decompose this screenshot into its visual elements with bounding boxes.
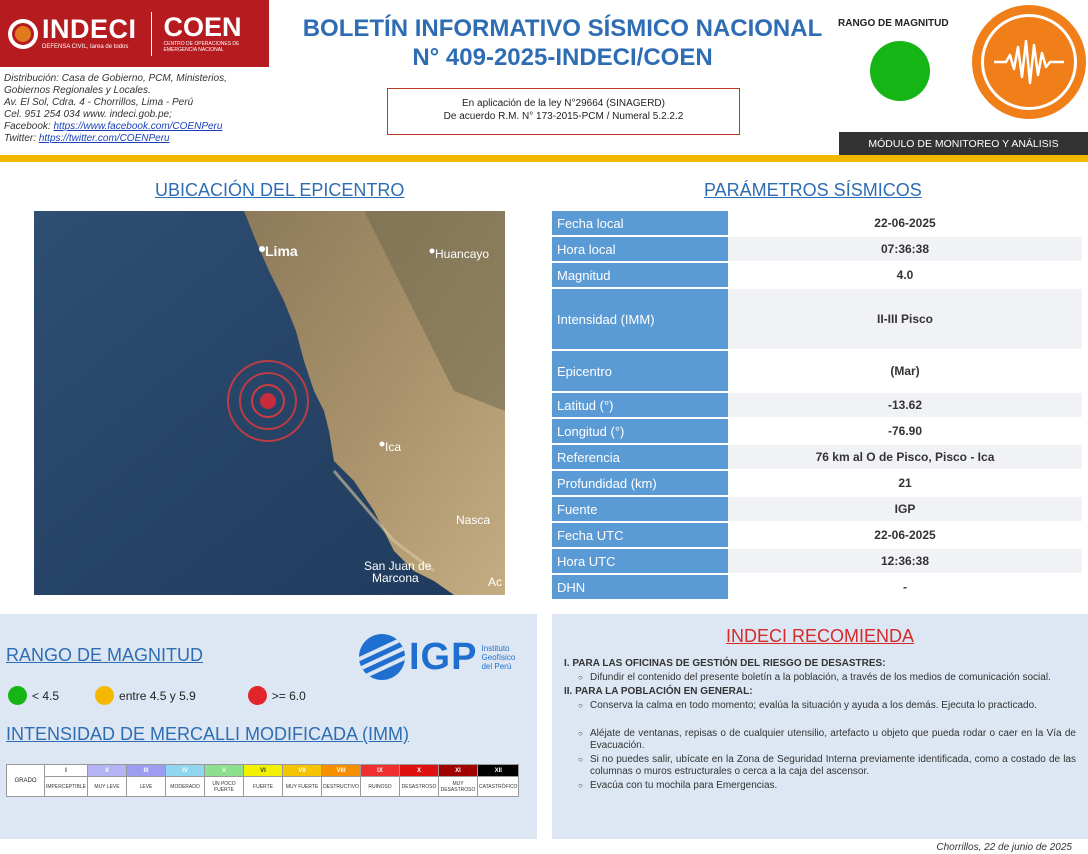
param-row-hora-local [552, 237, 1082, 261]
legend-label: < 4.5 [32, 688, 60, 703]
param-row-profundidad [552, 471, 1082, 495]
map-label-lima: Lima [265, 243, 298, 259]
imm-desc: IMPERCEPTIBLE [45, 777, 88, 797]
green-dot-icon [8, 686, 27, 705]
rec-item: ○ Si no puedes salir, ubícate en la Zona de Seguridad Interna previamente identificada, como a costado de las columnas o muros estructurales o cerca a la caja del ascensor. [578, 754, 1076, 778]
header-divider [0, 155, 1088, 162]
map-label-huancayo: Huancayo [435, 247, 490, 261]
imm-desc: DESTRUCTIVO [322, 777, 361, 797]
imm-grade: VIII [322, 765, 361, 777]
imm-scale-table [6, 764, 519, 797]
recommendations-title: INDECI RECOMIENDA [725, 626, 914, 646]
contact-line: Cel. 951 254 034 www. indeci.gob.pe; [4, 109, 172, 120]
rec-item: ○ Conserva la calma en todo momento; evalúa la situación y ayuda a los demás. Ejecuta lo practicado. [578, 700, 1076, 712]
legend-item-high [248, 686, 306, 705]
twitter-link[interactable]: https://twitter.com/COENPeru [38, 133, 170, 144]
igp-subtitle-line: del Perú [481, 661, 512, 671]
legend-label: entre 4.5 y 5.9 [119, 688, 196, 703]
param-value: -76.90 [728, 419, 1082, 443]
imm-grade: V [205, 765, 244, 777]
param-value: II-III Pisco [728, 289, 1082, 349]
igp-logo [359, 634, 515, 680]
param-label: Intensidad (IMM) [552, 289, 728, 349]
law-line1: En aplicación de la ley N°29664 (SINAGERD) [462, 98, 665, 109]
rec-section-title: I. PARA LAS OFICINAS DE GESTIÓN DEL RIESGO DE DESASTRES: [564, 658, 886, 669]
imm-grade: II [88, 765, 127, 777]
rec-item: ○ Aléjate de ventanas, repisas o de cualquier utensilio, artefacto u objeto que pueda rodar o caer en la Vía de Evacuación. [578, 728, 1076, 752]
imm-desc: MUY DESASTROSO [439, 777, 478, 797]
rec-section-title: II. PARA LA POBLACIÓN EN GENERAL: [564, 686, 753, 697]
param-value: 22-06-2025 [728, 523, 1082, 547]
param-value: - [728, 575, 1082, 599]
param-label: Magnitud [552, 263, 728, 287]
map-label-nasca: Nasca [456, 513, 491, 527]
facebook-label: Facebook: [4, 121, 54, 132]
param-row-fecha-local [552, 211, 1082, 235]
imm-desc: RUINOSO [361, 777, 400, 797]
epicenter-map[interactable] [34, 211, 505, 595]
contact-line: Gobiernos Regionales y Locales. [4, 85, 151, 96]
indeci-logo [0, 13, 137, 52]
map-label-ica: Ica [385, 440, 402, 454]
param-row-magnitud [552, 263, 1082, 287]
param-value: (Mar) [728, 351, 1082, 391]
map-label-ac: Ac [488, 575, 503, 589]
param-row-epicentro [552, 351, 1082, 391]
rec-item: ○ Difundir el contenido del presente boletín a la población, a través de los medios de comunicación social. [578, 672, 1076, 684]
param-value: 22-06-2025 [728, 211, 1082, 235]
red-dot-icon [248, 686, 267, 705]
param-row-hora-utc [552, 549, 1082, 573]
imm-desc: MODERADO [166, 777, 205, 797]
imm-desc: FUERTE [244, 777, 283, 797]
module-bar: MÓDULO DE MONITOREO Y ANÁLISIS [839, 132, 1088, 155]
imm-grade: IV [166, 765, 205, 777]
magnitude-range-label: RANGO DE MAGNITUD [838, 18, 949, 29]
epicenter-point [260, 393, 276, 409]
header-logo-block [0, 0, 269, 67]
facebook-line [4, 121, 227, 133]
param-label: Hora UTC [552, 549, 728, 573]
param-label: Profundidad (km) [552, 471, 728, 495]
imm-grade: XII [478, 765, 519, 777]
igp-subtitle-line: Instituto [481, 643, 510, 653]
footer-date: Chorrillos, 22 de junio de 2025 [936, 842, 1072, 853]
map-label-san-juan: San Juan de [364, 559, 432, 573]
igp-wordmark: IGP [409, 635, 478, 678]
param-row-referencia [552, 445, 1082, 469]
imm-title: INTENSIDAD DE MERCALLI MODIFICADA (IMM) [6, 724, 410, 744]
param-value: 76 km al O de Pisco, Pisco - Ica [728, 445, 1082, 469]
param-value: 4.0 [728, 263, 1082, 287]
param-row-fecha-utc [552, 523, 1082, 547]
recommendations-content [564, 658, 1076, 794]
rec-list [578, 700, 1076, 792]
coen-name: COEN [163, 12, 242, 42]
magnitude-indicator-dot [870, 41, 930, 101]
imm-grade: I [45, 765, 88, 777]
param-row-intensidad [552, 289, 1082, 349]
imm-grade: VII [283, 765, 322, 777]
param-row-fuente [552, 497, 1082, 521]
imm-grade: IX [361, 765, 400, 777]
indeci-name: INDECI [42, 13, 137, 44]
param-label: DHN [552, 575, 728, 599]
indeci-subtitle: DEFENSA CIVIL, tarea de todos [42, 43, 129, 50]
param-row-longitud [552, 419, 1082, 443]
map-label-marcona: Marcona [372, 571, 419, 585]
igp-subtitle-line: Geofísico [481, 652, 516, 662]
param-label: Fecha local [552, 211, 728, 235]
contact-line: Distribución: Casa de Gobierno, PCM, Ministerios, [4, 73, 227, 84]
param-value: 12:36:38 [728, 549, 1082, 573]
rec-item: ○ Evacúa con tu mochila para Emergencias. [578, 780, 1076, 792]
rec-list [578, 672, 1076, 684]
imm-grade: VI [244, 765, 283, 777]
magnitude-range-title: RANGO DE MAGNITUD [6, 645, 204, 665]
law-box [387, 88, 740, 135]
param-label: Hora local [552, 237, 728, 261]
param-label: Longitud (°) [552, 419, 728, 443]
imm-grado-label: GRADO [7, 765, 45, 797]
law-line2: De acuerdo R.M. N° 173-2015-PCM / Numeral 5.2.2.2 [443, 111, 684, 122]
legend-item-low [8, 686, 59, 705]
imm-desc: DESASTROSO [400, 777, 439, 797]
twitter-label: Twitter: [4, 133, 39, 144]
bulletin-title [290, 14, 835, 72]
bulletin-title-line1: BOLETÍN INFORMATIVO SÍSMICO NACIONAL [302, 15, 823, 42]
param-label: Referencia [552, 445, 728, 469]
coen-logo [164, 14, 244, 53]
epicenter-title: UBICACIÓN DEL EPICENTRO [155, 180, 405, 200]
legend-label: >= 6.0 [271, 688, 306, 703]
imm-desc: LEVE [127, 777, 166, 797]
param-label: Latitud (°) [552, 393, 728, 417]
seismograph-icon [972, 5, 1086, 119]
param-value: IGP [728, 497, 1082, 521]
imm-desc: MUY LEVE [88, 777, 127, 797]
bulletin-title-line2: N° 409-2025-INDECI/COEN [412, 44, 713, 71]
param-value: 07:36:38 [728, 237, 1082, 261]
indeci-emblem-icon [8, 19, 38, 49]
legend-item-mid [95, 686, 196, 705]
params-table [552, 211, 1082, 601]
params-title: PARÁMETROS SÍSMICOS [704, 180, 922, 200]
contact-info [4, 73, 227, 145]
igp-subtitle [481, 644, 515, 671]
imm-grade: III [127, 765, 166, 777]
coen-subtitle: CENTRO DE OPERACIONES DE EMERGENCIA NACIONAL [163, 41, 240, 53]
magnitude-legend [8, 686, 328, 705]
twitter-line [4, 133, 227, 145]
param-label: Epicentro [552, 351, 728, 391]
imm-desc: CATASTRÓFICO [478, 777, 519, 797]
param-row-dhn [552, 575, 1082, 599]
imm-desc: UN POCO FUERTE [205, 777, 244, 797]
imm-grade: X [400, 765, 439, 777]
param-label: Fuente [552, 497, 728, 521]
logo-divider [151, 12, 152, 56]
param-value: -13.62 [728, 393, 1082, 417]
igp-globe-icon [359, 634, 405, 680]
imm-desc: MUY FUERTE [283, 777, 322, 797]
param-row-latitud [552, 393, 1082, 417]
magnitude-panel [0, 614, 537, 839]
imm-grade: XI [439, 765, 478, 777]
facebook-link[interactable]: https://www.facebook.com/COENPeru [53, 121, 223, 132]
recommendations-panel [552, 614, 1088, 839]
param-value: 21 [728, 471, 1082, 495]
yellow-dot-icon [95, 686, 114, 705]
param-label: Fecha UTC [552, 523, 728, 547]
contact-line: Av. El Sol, Cdra. 4 - Chorrillos, Lima - Perú [4, 97, 194, 108]
